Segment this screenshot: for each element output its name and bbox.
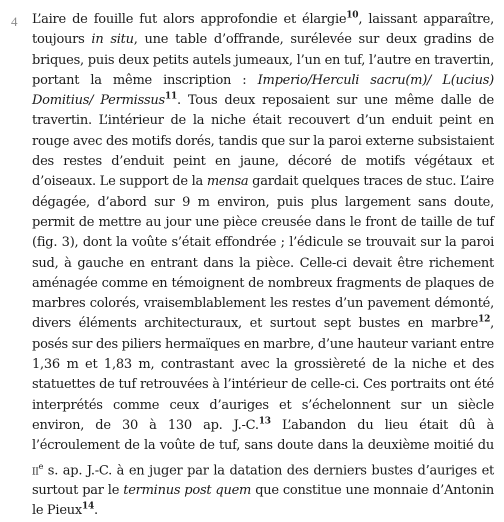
text-segment: que constitue une monnaie d’Antonin le Pieux (32, 483, 494, 519)
paragraph-number: 4 (11, 14, 18, 29)
article-paragraph (32, 10, 494, 522)
footnote-link-13[interactable]: 13 (258, 416, 271, 427)
text-segment: . (94, 503, 98, 519)
footnote-link-10[interactable]: 10 (346, 10, 359, 21)
footnote-link-12[interactable]: 12 (478, 315, 491, 326)
text-segment: . Tous deux reposaient sur une même dalle de travertin. L’intérieur de la niche était recouvert d’un enduit peint en rouge avec des motifs dorés, tandis que sur la paroi externe subsistaient des restes d’enduit peint en jaune, décoré de motifs végétaux et d’oiseaux. Le support de la (32, 93, 494, 190)
text-segment: , une table d’offrande, surélevée sur deux gradins de briques, puis deux petits autels jumeaux, l’un en tuf, l’autre en travertin, portant la même inscription : (32, 32, 494, 88)
text-segment: , posés sur des piliers hermaïques en marbre, d’une hauteur variant entre 1,36 m et 1,83 m, contrastant avec la grossièreté de la niche et des statuettes de tuf retrouvées à l’intérieur de celle-ci. Ces portraits ont été interprétés comme ceux d’auriges et s’échelonnent sur un siècle environ, de 30 à 130 ap. J.-C. (32, 316, 494, 433)
italic-terminus: terminus post quem (123, 483, 252, 499)
text-segment: s. ap. J.-C. à en juger par la datation des derniers bustes d’auriges et surtout par le (32, 462, 494, 499)
text-segment: , laissant apparaître, toujours (32, 12, 494, 48)
footnote-link-14[interactable]: 14 (82, 502, 95, 513)
century-suffix: e (38, 461, 44, 471)
italic-mensa: mensa (206, 174, 249, 190)
century-numeral: ii (32, 462, 39, 478)
text-segment: L’aire de fouille fut alors approfondie et élargie (32, 12, 347, 27)
italic-in-situ: in situ (91, 32, 134, 48)
text-segment: gardait quelques traces de stuc. L’aire dégagée, d’abord sur 9 m environ, puis plus largement sans doute, permit de mettre au jour une pièce creusée dans le front de taille de tuf (fig. 3), dont la voûte s’était effondrée ; l’édicule se trouvait sur la paroi sud, à gauche en entrant dans la pièce. Celle-ci devait être richement aménagée comme en témoignent de nombreux fragments de plaques de marbres colorés, vraisemblablement les restes d’un pavement démonté, divers éléments architecturaux, et surtout sept bustes en marbre (32, 174, 494, 332)
italic-inscription: Imperio/Herculi sacru(m)/ L(ucius) Domitius/ Permissus (32, 72, 494, 109)
footnote-link-11[interactable]: 11 (164, 91, 177, 102)
text-segment: L’abandon du lieu était dû à l’écroulement de la voûte de tuf, sans doute dans la deuxième moitié du (32, 417, 494, 454)
